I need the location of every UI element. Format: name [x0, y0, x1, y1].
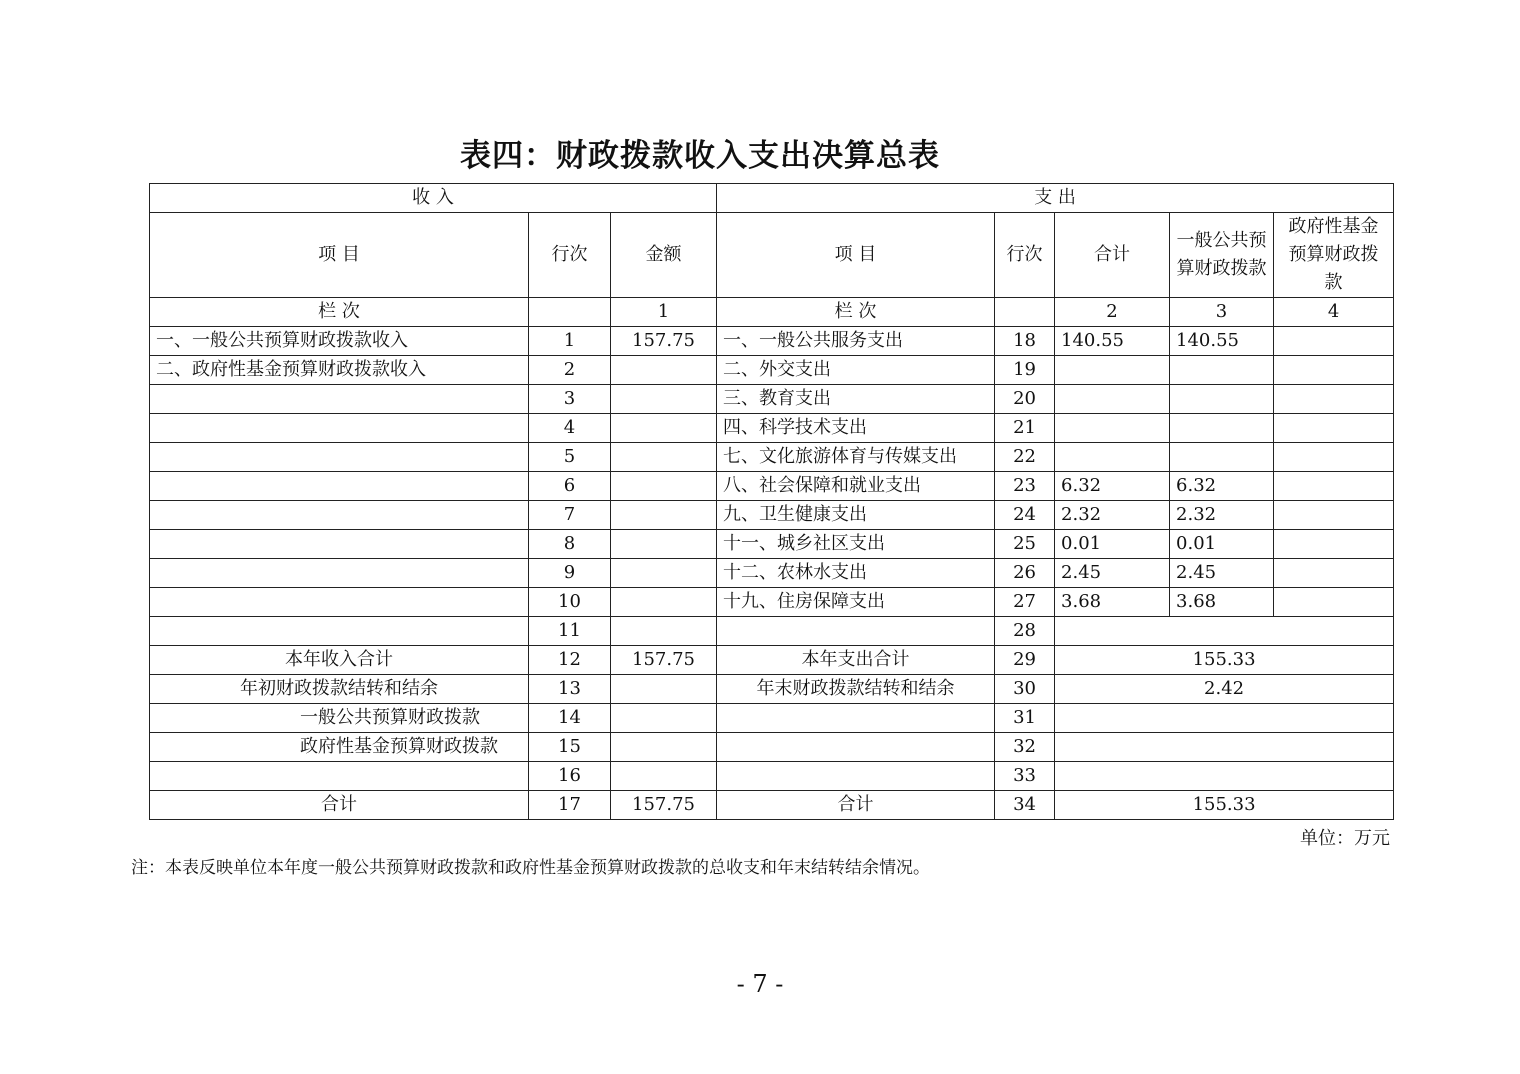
year-expense-total-label: 本年支出合计: [717, 646, 995, 675]
expense-row-no: 33: [995, 762, 1055, 791]
income-item: [150, 588, 529, 617]
general-budget-header: 一般公共预算财政拨款: [1170, 213, 1274, 298]
expense-row-no: 20: [995, 385, 1055, 414]
empty-cell: [611, 675, 717, 704]
expense-item: 七、文化旅游体育与传媒支出: [717, 443, 995, 472]
empty-cell: [995, 298, 1055, 327]
income-row-no: 16: [529, 762, 611, 791]
expense-general-budget: 3.68: [1170, 588, 1274, 617]
grand-income-total-amount: 157.75: [611, 791, 717, 820]
expense-gov-fund: [1274, 472, 1394, 501]
expense-general-budget: 2.32: [1170, 501, 1274, 530]
income-row-no: 11: [529, 617, 611, 646]
income-row-no: 15: [529, 733, 611, 762]
expense-row-no: 28: [995, 617, 1055, 646]
income-item: [150, 530, 529, 559]
table-row: [150, 472, 1394, 501]
header-row-sections: [150, 184, 1394, 213]
expense-row-no: 30: [995, 675, 1055, 704]
income-amount: [611, 356, 717, 385]
expense-total: [1055, 385, 1170, 414]
income-item: 一、一般公共预算财政拨款收入: [150, 327, 529, 356]
year-total-row: [150, 646, 1394, 675]
income-item: 二、政府性基金预算财政拨款收入: [150, 356, 529, 385]
expense-header: 支 出: [717, 184, 1394, 213]
expense-general-budget: [1170, 443, 1274, 472]
expense-row-no: 27: [995, 588, 1055, 617]
income-item: [150, 443, 529, 472]
empty-cell: [717, 733, 995, 762]
col-index-1: 1: [611, 298, 717, 327]
page-number: - 7 -: [736, 970, 784, 998]
expense-row-no: 19: [995, 356, 1055, 385]
gov-fund-header: 政府性基金预算财政拨款: [1274, 213, 1394, 298]
expense-general-budget: 140.55: [1170, 327, 1274, 356]
income-item: [150, 501, 529, 530]
expense-item: 三、教育支出: [717, 385, 995, 414]
table-row: [150, 762, 1394, 791]
income-amount: [611, 414, 717, 443]
expense-general-budget: [1170, 385, 1274, 414]
carryover-fund-label: 政府性基金预算财政拨款: [150, 733, 529, 762]
table-row: [150, 501, 1394, 530]
expense-total: 2.45: [1055, 559, 1170, 588]
expense-row-no: 21: [995, 414, 1055, 443]
expense-item: 十一、城乡社区支出: [717, 530, 995, 559]
income-row-no: 8: [529, 530, 611, 559]
income-item: [150, 385, 529, 414]
table-row: [150, 327, 1394, 356]
income-row-no: 12: [529, 646, 611, 675]
empty-cell: [611, 704, 717, 733]
income-row-no: 5: [529, 443, 611, 472]
income-amount: [611, 385, 717, 414]
empty-cell: [717, 617, 995, 646]
col-index-4: 4: [1274, 298, 1394, 327]
empty-cell: [529, 298, 611, 327]
expense-total: [1055, 356, 1170, 385]
expense-item: 一、一般公共服务支出: [717, 327, 995, 356]
empty-cell: [717, 762, 995, 791]
grand-income-total-label: 合计: [150, 791, 529, 820]
empty-cell: [1055, 704, 1394, 733]
table-row: [150, 559, 1394, 588]
expense-gov-fund: [1274, 356, 1394, 385]
expense-row-no: 18: [995, 327, 1055, 356]
income-item: [150, 414, 529, 443]
expense-total: [1055, 414, 1170, 443]
carryover-fund-row: [150, 733, 1394, 762]
header-row-columns: [150, 213, 1394, 298]
expense-item: 十二、农林水支出: [717, 559, 995, 588]
expense-item: 九、卫生健康支出: [717, 501, 995, 530]
expense-row-no: 32: [995, 733, 1055, 762]
income-header: 收 入: [150, 184, 717, 213]
expense-row-no: 24: [995, 501, 1055, 530]
expense-row-no: 22: [995, 443, 1055, 472]
income-row-no: 13: [529, 675, 611, 704]
table-row: [150, 443, 1394, 472]
expense-total: [1055, 443, 1170, 472]
empty-cell: [611, 733, 717, 762]
expense-total: 140.55: [1055, 327, 1170, 356]
income-amount: [611, 501, 717, 530]
table-row: [150, 385, 1394, 414]
page-title: 表四：财政拨款收入支出决算总表: [460, 138, 940, 174]
closing-carryover-label: 年末财政拨款结转和结余: [717, 675, 995, 704]
empty-cell: [1055, 733, 1394, 762]
income-amount: [611, 443, 717, 472]
expense-gov-fund: [1274, 414, 1394, 443]
empty-cell: [717, 704, 995, 733]
income-amount: [611, 472, 717, 501]
year-income-total-amount: 157.75: [611, 646, 717, 675]
col-index-3: 3: [1170, 298, 1274, 327]
income-row-no: 1: [529, 327, 611, 356]
expense-general-budget: 2.45: [1170, 559, 1274, 588]
income-row-no: 2: [529, 356, 611, 385]
expense-general-budget: [1170, 414, 1274, 443]
expense-total: 0.01: [1055, 530, 1170, 559]
expense-row-no: 31: [995, 704, 1055, 733]
expense-gov-fund: [1274, 530, 1394, 559]
income-row-no: 4: [529, 414, 611, 443]
income-amount: [611, 588, 717, 617]
income-row-no: 9: [529, 559, 611, 588]
expense-gov-fund: [1274, 443, 1394, 472]
expense-total: 3.68: [1055, 588, 1170, 617]
expense-gov-fund: [1274, 385, 1394, 414]
carryover-row: [150, 675, 1394, 704]
income-amount: [611, 530, 717, 559]
table-row: [150, 588, 1394, 617]
expense-row-no: 29: [995, 646, 1055, 675]
table-row: [150, 617, 1394, 646]
grand-expense-total-label: 合计: [717, 791, 995, 820]
expense-total-header: 合计: [1055, 213, 1170, 298]
expense-general-budget: [1170, 356, 1274, 385]
income-amount: 157.75: [611, 327, 717, 356]
income-rowno-header: 行次: [529, 213, 611, 298]
table-row: [150, 414, 1394, 443]
expense-item-header: 项 目: [717, 213, 995, 298]
expense-total: 6.32: [1055, 472, 1170, 501]
expense-general-budget: 0.01: [1170, 530, 1274, 559]
year-income-total-label: 本年收入合计: [150, 646, 529, 675]
table-row: [150, 356, 1394, 385]
income-item-header: 项 目: [150, 213, 529, 298]
expense-gov-fund: [1274, 588, 1394, 617]
empty-cell: [1055, 617, 1394, 646]
year-expense-total-amount: 155.33: [1055, 646, 1394, 675]
income-amount: [611, 559, 717, 588]
expense-row-no: 26: [995, 559, 1055, 588]
income-amount-header: 金额: [611, 213, 717, 298]
expense-gov-fund: [1274, 501, 1394, 530]
grand-expense-total-amount: 155.33: [1055, 791, 1394, 820]
carryover-general-row: [150, 704, 1394, 733]
unit-label: 单位：万元: [1300, 828, 1390, 849]
empty-cell: [150, 762, 529, 791]
income-item: [150, 559, 529, 588]
income-row-no: 6: [529, 472, 611, 501]
expense-column-label: 栏 次: [717, 298, 995, 327]
income-row-no: 7: [529, 501, 611, 530]
income-row-no: 10: [529, 588, 611, 617]
expense-item: 二、外交支出: [717, 356, 995, 385]
opening-carryover-label: 年初财政拨款结转和结余: [150, 675, 529, 704]
income-item: [150, 472, 529, 501]
column-index-row: [150, 298, 1394, 327]
expense-gov-fund: [1274, 559, 1394, 588]
table-row: [150, 530, 1394, 559]
expense-row-no: 25: [995, 530, 1055, 559]
expense-total: 2.32: [1055, 501, 1170, 530]
expense-row-no: 23: [995, 472, 1055, 501]
footnote: 注：本表反映单位本年度一般公共预算财政拨款和政府性基金预算财政拨款的总收支和年末结转结余情况。: [131, 858, 930, 878]
empty-cell: [611, 617, 717, 646]
income-row-no: 17: [529, 791, 611, 820]
expense-item: 十九、住房保障支出: [717, 588, 995, 617]
empty-cell: [611, 762, 717, 791]
income-column-label: 栏 次: [150, 298, 529, 327]
appropriation-table: [149, 183, 1394, 820]
expense-item: 四、科学技术支出: [717, 414, 995, 443]
empty-cell: [1055, 762, 1394, 791]
carryover-general-label: 一般公共预算财政拨款: [150, 704, 529, 733]
expense-gov-fund: [1274, 327, 1394, 356]
closing-carryover-amount: 2.42: [1055, 675, 1394, 704]
expense-row-no: 34: [995, 791, 1055, 820]
income-row-no: 3: [529, 385, 611, 414]
empty-cell: [150, 617, 529, 646]
col-index-2: 2: [1055, 298, 1170, 327]
grand-total-row: [150, 791, 1394, 820]
income-row-no: 14: [529, 704, 611, 733]
expense-item: 八、社会保障和就业支出: [717, 472, 995, 501]
expense-rowno-header: 行次: [995, 213, 1055, 298]
expense-general-budget: 6.32: [1170, 472, 1274, 501]
